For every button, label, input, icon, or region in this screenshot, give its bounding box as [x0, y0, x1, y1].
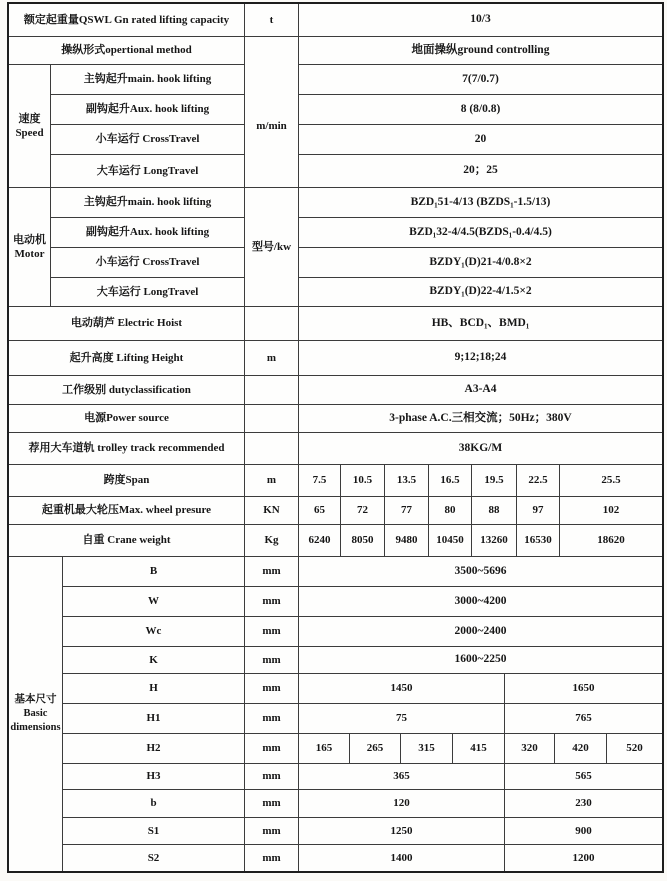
motor-section: [9, 188, 662, 307]
trolley-track-unit: [245, 433, 299, 465]
row-dim-H1: [63, 704, 662, 734]
span-value: 13.5: [385, 465, 429, 497]
dim-b-value-group1: 120: [299, 790, 505, 818]
dim-H2-value: 420: [555, 734, 607, 764]
span-unit: m: [245, 465, 299, 497]
speed-category-cell: [9, 65, 51, 188]
dim-H2-value: 165: [299, 734, 350, 764]
electric-hoist-value: HB、BCD₁、BMD₁: [299, 307, 662, 341]
row-dim-H3: [63, 764, 662, 790]
dim-H1-label: H1: [63, 704, 245, 734]
basic-dimensions-category-cell: [9, 557, 63, 871]
wheel-pressure-value: 97: [517, 497, 560, 525]
speed-aux-hook-label: 副钩起升Aux. hook lifting: [51, 95, 245, 125]
basic-dimensions-section: [9, 557, 662, 871]
dim-S1-unit: mm: [245, 818, 299, 845]
speed-unit-cell: m/min: [245, 65, 299, 188]
span-value: 10.5: [341, 465, 385, 497]
dim-B-label: B: [63, 557, 245, 587]
crane-spec-table: [7, 2, 664, 873]
dim-H3-unit: mm: [245, 764, 299, 790]
row-dim-W: [63, 587, 662, 617]
motor-category-cn: 电动机: [13, 233, 46, 246]
row-rated-capacity: [9, 4, 662, 37]
electric-hoist-unit: [245, 307, 299, 341]
dim-H2-unit: mm: [245, 734, 299, 764]
speed-values: [299, 65, 662, 188]
row-dim-H: [63, 674, 662, 704]
motor-main-hook-label: 主钩起升main. hook lifting: [51, 188, 245, 218]
dim-b-value-group2: 230: [505, 790, 662, 818]
rated-capacity-value: 10/3: [299, 4, 662, 37]
row-operation-method: [9, 37, 662, 65]
crane-weight-value: 8050: [341, 525, 385, 557]
motor-unit-cell: 型号/kw: [245, 188, 299, 307]
span-value: 19.5: [472, 465, 517, 497]
dim-H1-value-group2: 765: [505, 704, 662, 734]
dim-S2-value-group1: 1400: [299, 845, 505, 871]
speed-cross-travel-value: 20: [299, 125, 662, 155]
dim-H1-unit: mm: [245, 704, 299, 734]
crane-weight-value: 13260: [472, 525, 517, 557]
dim-S2-value-group2: 1200: [572, 851, 595, 864]
power-source-unit: [245, 405, 299, 433]
lifting-height-label: 起升高度 Lifting Height: [9, 341, 245, 376]
duty-classification-label: 工作级别 dutyclassification: [9, 376, 245, 405]
duty-classification-unit: [245, 376, 299, 405]
crane-weight-value: 10450: [429, 525, 472, 557]
dim-H2-value: 320: [505, 734, 555, 764]
crane-weight-value: 18620: [560, 525, 662, 557]
trolley-track-value: 38KG/M: [299, 433, 662, 465]
span-value: 25.5: [560, 465, 662, 497]
dim-H3-value-group2: 565: [505, 764, 662, 790]
motor-cross-travel-value: BZDY₁(D)21-4/0.8×2: [299, 248, 662, 278]
basic-dimensions-category-en: Basic: [23, 707, 48, 719]
crane-weight-value: 16530: [517, 525, 560, 557]
wheel-pressure-label: 起重机最大轮压Max. wheel presure: [9, 497, 245, 525]
row-max-wheel-pressure: [9, 497, 662, 525]
speed-labels: [51, 65, 245, 188]
motor-category-en: Motor: [14, 248, 45, 260]
trolley-track-label: 荐用大车道轨 trolley track recommended: [9, 433, 245, 465]
electric-hoist-label: 电动葫芦 Electric Hoist: [9, 307, 245, 341]
speed-long-travel-value: 20；25: [299, 155, 662, 188]
motor-long-travel-label: 大车运行 LongTravel: [51, 278, 245, 307]
duty-classification-value: A3-A4: [299, 376, 662, 405]
motor-values: [299, 188, 662, 307]
dim-H-label: H: [63, 674, 245, 704]
dim-K-value: 1600~2250: [299, 647, 662, 674]
dim-W-value: 3000~4200: [299, 587, 662, 617]
row-duty-classification: [9, 376, 662, 405]
dim-B-value: 3500~5696: [299, 557, 662, 587]
speed-long-travel-label: 大车运行 LongTravel: [51, 155, 245, 188]
motor-long-travel-value: BZDY₁(D)22-4/1.5×2: [299, 278, 662, 307]
lifting-height-value: 9;12;18;24: [299, 341, 662, 376]
speed-main-hook-label: 主钩起升main. hook lifting: [51, 65, 245, 95]
row-dim-K: [63, 647, 662, 674]
motor-main-hook-value: BZD₁51-4/13 (BZDS₁-1.5/13): [299, 188, 662, 218]
dim-Wc-value: 2000~2400: [299, 617, 662, 647]
operation-method-label: 操纵形式opertional method: [9, 37, 245, 65]
dim-H2-value: 265: [350, 734, 401, 764]
row-electric-hoist: [9, 307, 662, 341]
row-dim-S2: [63, 845, 662, 871]
lifting-height-unit: m: [245, 341, 299, 376]
row-lifting-height: [9, 341, 662, 376]
wheel-pressure-unit: KN: [245, 497, 299, 525]
row-power-source: [9, 405, 662, 433]
dim-H-value-group1: 1450: [299, 674, 505, 704]
span-value: 7.5: [299, 465, 341, 497]
span-value: 16.5: [429, 465, 472, 497]
dim-W-unit: mm: [245, 587, 299, 617]
dim-K-label: K: [63, 647, 245, 674]
speed-aux-hook-value: 8 (8/0.8): [299, 95, 662, 125]
crane-weight-value: 6240: [299, 525, 341, 557]
motor-labels: [51, 188, 245, 307]
dim-S2-unit: mm: [245, 845, 299, 871]
wheel-pressure-value: 88: [472, 497, 517, 525]
basic-dimensions-rows: [63, 557, 662, 871]
row-crane-weight: [9, 525, 662, 557]
dim-Wc-unit: mm: [245, 617, 299, 647]
dim-Wc-label: Wc: [63, 617, 245, 647]
speed-main-hook-value: 7(7/0.7): [299, 65, 662, 95]
dim-H2-label: H2: [63, 734, 245, 764]
operation-method-unit: [245, 37, 299, 65]
crane-weight-label: 自重 Crane weight: [9, 525, 245, 557]
dim-B-unit: mm: [245, 557, 299, 587]
dim-H2-value: 520: [607, 734, 662, 764]
dim-H2-value: 415: [453, 734, 505, 764]
wheel-pressure-value: 65: [299, 497, 341, 525]
power-source-label: 电源Power source: [9, 405, 245, 433]
rated-capacity-unit: t: [245, 4, 299, 37]
dim-H-value-group2: 1650: [505, 674, 662, 704]
dim-b-unit: mm: [245, 790, 299, 818]
dim-K-unit: mm: [245, 647, 299, 674]
dim-H2-value: 315: [401, 734, 453, 764]
speed-cross-travel-label: 小车运行 CrossTravel: [51, 125, 245, 155]
wheel-pressure-value: 72: [341, 497, 385, 525]
motor-cross-travel-label: 小车运行 CrossTravel: [51, 248, 245, 278]
crane-weight-value: 9480: [385, 525, 429, 557]
dim-b-label: b: [63, 790, 245, 818]
dim-H-unit: mm: [245, 674, 299, 704]
row-dim-H2: [63, 734, 662, 764]
span-value: 22.5: [517, 465, 560, 497]
wheel-pressure-value: 102: [560, 497, 662, 525]
motor-category-cell: [9, 188, 51, 307]
basic-dimensions-category-en: dimensions: [10, 722, 61, 734]
speed-category-cn: 速度: [18, 112, 41, 125]
row-span: [9, 465, 662, 497]
dim-W-label: W: [63, 587, 245, 617]
basic-dimensions-category-cn: 基本尺寸: [14, 693, 57, 705]
motor-aux-hook-value: BZD₁32-4/4.5(BZDS₁-0.4/4.5): [299, 218, 662, 248]
dim-S2-label: S2: [63, 845, 245, 871]
rated-capacity-label: 额定起重量QSWL Gn rated lifting capacity: [9, 4, 245, 37]
crane-weight-unit: Kg: [245, 525, 299, 557]
wheel-pressure-value: 80: [429, 497, 472, 525]
speed-section: [9, 65, 662, 188]
span-label: 跨度Span: [9, 465, 245, 497]
row-dim-Wc: [63, 617, 662, 647]
wheel-pressure-value: 77: [385, 497, 429, 525]
dim-S1-label: S1: [63, 818, 245, 845]
power-source-value: 3-phase A.C.三相交流；50Hz；380V: [299, 405, 662, 433]
dim-H1-value-group1: 75: [299, 704, 505, 734]
motor-aux-hook-label: 副钩起升Aux. hook lifting: [51, 218, 245, 248]
dim-H3-value-group1: 365: [299, 764, 505, 790]
dim-S1-value-group1: 1250: [299, 818, 505, 845]
speed-category-en: Speed: [15, 127, 44, 139]
row-trolley-track: [9, 433, 662, 465]
dim-S1-value-group2: 900: [505, 818, 662, 845]
operation-method-value: 地面操纵ground controlling: [299, 37, 662, 65]
dim-H3-label: H3: [63, 764, 245, 790]
row-dim-B: [63, 557, 662, 587]
row-dim-b: [63, 790, 662, 818]
row-dim-S1: [63, 818, 662, 845]
